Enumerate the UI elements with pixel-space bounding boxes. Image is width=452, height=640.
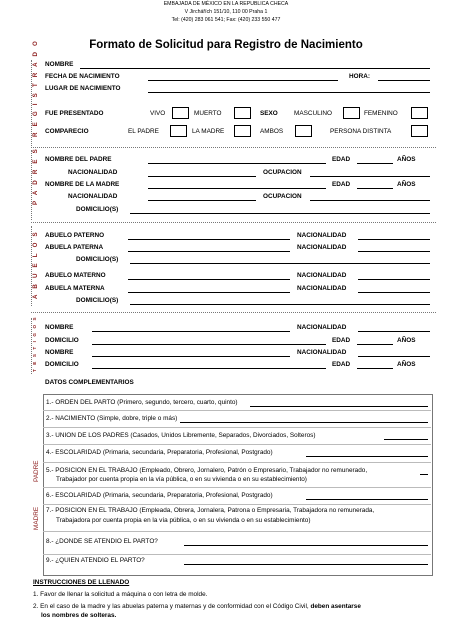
la-madre-label: LA MADRE bbox=[192, 128, 225, 135]
testigo2-nacionalidad-field[interactable] bbox=[358, 356, 430, 357]
domicilio-maternos-label: DOMICILIO(S) bbox=[76, 297, 119, 304]
q6-label: 6.- ESCOLARIDAD (Primaria, secundaria, Preparatoria, Profesional, Postgrado) bbox=[46, 492, 273, 499]
section-label-abuelos: A B U E L O S bbox=[32, 230, 39, 299]
q5-label-cont: Trabajador por cuenta propia en la vía pública, o en su vivienda o en su establecimiento) bbox=[56, 476, 307, 483]
el-padre-checkbox[interactable] bbox=[170, 125, 187, 137]
fue-presentado-label: FUE PRESENTADO bbox=[45, 110, 104, 117]
q1-label: 1.- ORDEN DEL PARTO (Primero, segundo, tercero, cuarto, quinto) bbox=[46, 399, 238, 406]
embassy-phone: Tel: (420) 283 061 541; Fax: (420) 233 550 477 bbox=[171, 17, 281, 23]
nacionalidad-padre-label: NACIONALIDAD bbox=[68, 169, 118, 176]
ambos-checkbox[interactable] bbox=[295, 125, 312, 137]
abuela-paterna-nacionalidad-field[interactable] bbox=[358, 251, 430, 252]
la-madre-checkbox[interactable] bbox=[234, 125, 251, 137]
nombre-label: NOMBRE bbox=[45, 61, 74, 68]
testigo2-edad-field[interactable] bbox=[357, 368, 393, 369]
section-divider bbox=[31, 318, 32, 374]
edad-madre-label: EDAD bbox=[332, 181, 351, 188]
section-label-padres: P A D R E S bbox=[32, 146, 39, 205]
abuela-paterna-nacionalidad-label: NACIONALIDAD bbox=[297, 244, 347, 251]
testigo2-nacionalidad-label: NACIONALIDAD bbox=[297, 349, 347, 356]
domicilio-paternos-field[interactable] bbox=[130, 263, 430, 264]
abuela-materna-field[interactable] bbox=[128, 292, 290, 293]
abuela-materna-label: ABUELA MATERNA bbox=[45, 285, 105, 292]
abuela-materna-nacionalidad-label: NACIONALIDAD bbox=[297, 285, 347, 292]
abuelo-paterno-label: ABUELO PATERNO bbox=[45, 232, 105, 239]
hora-label: HORA: bbox=[349, 73, 370, 80]
section-label-testigos: T E S T I G O S bbox=[32, 315, 37, 372]
testigo1-edad-field[interactable] bbox=[357, 344, 393, 345]
testigo2-anos-label: AÑOS bbox=[397, 361, 416, 368]
instruccion-2 bbox=[33, 603, 361, 610]
q1-field[interactable] bbox=[250, 406, 428, 407]
q8-field[interactable] bbox=[184, 545, 428, 546]
comparecio-label: COMPARECIO bbox=[45, 128, 89, 135]
abuelo-paterno-nacionalidad-field[interactable] bbox=[358, 239, 430, 240]
testigo1-anos-label: AÑOS bbox=[397, 337, 416, 344]
instrucciones-heading: INSTRUCCIONES DE LLENADO bbox=[33, 579, 130, 586]
nombre-padre-label: NOMBRE DEL PADRE bbox=[45, 156, 112, 163]
section-divider bbox=[31, 60, 32, 146]
table-row-divider bbox=[43, 554, 431, 555]
instruccion-1: 1. Favor de llenar la solicitud a máquina o con letra de molde. bbox=[33, 591, 208, 598]
edad-padre-label: EDAD bbox=[332, 156, 351, 163]
lugar-nacimiento-field[interactable] bbox=[148, 92, 430, 93]
q3-label: 3.- UNION DE LOS PADRES (Casados, Unidos Libremente, Separados, Divorciados, Solteros) bbox=[46, 432, 316, 439]
q9-label: 9.- ¿QUIEN ATENDIO EL PARTO? bbox=[46, 557, 145, 564]
nacionalidad-madre-field[interactable] bbox=[148, 200, 256, 201]
vivo-label: VIVO bbox=[150, 110, 166, 117]
domicilio-maternos-field[interactable] bbox=[130, 304, 430, 305]
edad-madre-field[interactable] bbox=[357, 188, 393, 189]
domicilio-padres-label: DOMICILIO(S) bbox=[76, 206, 119, 213]
persona-distinta-label: PERSONA DISTINTA bbox=[330, 128, 392, 135]
vivo-checkbox[interactable] bbox=[172, 107, 189, 119]
section-separator bbox=[31, 147, 436, 148]
nombre-madre-field[interactable] bbox=[148, 188, 326, 189]
q7-label: 7.- POSICION EN EL TRABAJO (Empleada, Obrera, Jornalera, Patrona o Empresaria, Trabajadora no remunerada, bbox=[46, 507, 375, 514]
domicilio-padres-field[interactable] bbox=[130, 213, 430, 214]
femenino-checkbox[interactable] bbox=[411, 107, 428, 119]
fecha-nacimiento-field[interactable] bbox=[148, 80, 338, 81]
section-divider bbox=[31, 150, 32, 220]
testigo2-nombre-field[interactable] bbox=[92, 356, 290, 357]
masculino-checkbox[interactable] bbox=[343, 107, 360, 119]
q2-field[interactable] bbox=[180, 422, 428, 423]
domicilio-paternos-label: DOMICILIO(S) bbox=[76, 256, 119, 263]
ambos-label: AMBOS bbox=[260, 128, 284, 135]
nombre-field[interactable] bbox=[80, 68, 430, 69]
abuelo-materno-label: ABUELO MATERNO bbox=[45, 272, 106, 279]
edad-padre-field[interactable] bbox=[357, 163, 393, 164]
section-divider bbox=[31, 226, 32, 306]
section-label-registrado: R E G I S T R A D O bbox=[32, 38, 39, 137]
section-label-madre: MADRE bbox=[33, 506, 40, 530]
q5-field[interactable] bbox=[420, 474, 428, 475]
anos-madre-label: AÑOS bbox=[397, 181, 416, 188]
masculino-label: MASCULINO bbox=[294, 110, 332, 117]
testigo2-domicilio-label: DOMICILIO bbox=[45, 361, 79, 368]
testigo1-nacionalidad-label: NACIONALIDAD bbox=[297, 324, 347, 331]
ocupacion-madre-label: OCUPACION bbox=[263, 193, 302, 200]
testigo1-nacionalidad-field[interactable] bbox=[358, 331, 430, 332]
ocupacion-padre-label: OCUPACION bbox=[263, 169, 302, 176]
hora-field[interactable] bbox=[378, 80, 430, 81]
table-row-divider bbox=[43, 487, 431, 488]
abuela-paterna-label: ABUELA PATERNA bbox=[45, 244, 104, 251]
abuela-paterna-field[interactable] bbox=[128, 251, 290, 252]
q6-field[interactable] bbox=[306, 499, 428, 500]
testigo1-nombre-field[interactable] bbox=[92, 331, 290, 332]
testigo2-nombre-label: NOMBRE bbox=[45, 349, 74, 356]
q2-label: 2.- NACIMIENTO (Simple, dobre, triple o más) bbox=[46, 415, 178, 422]
page-title: Formato de Solicitud para Registro de Nacimiento bbox=[89, 39, 363, 51]
nacionalidad-padre-field[interactable] bbox=[148, 176, 256, 177]
section-separator bbox=[31, 222, 436, 223]
q7-label-cont: Trabajadora por cuenta propia en la vía pública, o en su vivienda o en su establecimiento) bbox=[56, 517, 311, 524]
abuelo-materno-field[interactable] bbox=[128, 279, 290, 280]
embassy-name: EMBAJADA DE MÉXICO EN LA REPUBLICA CHECA bbox=[163, 1, 289, 7]
testigo1-domicilio-label: DOMICILIO bbox=[45, 337, 79, 344]
el-padre-label: EL PADRE bbox=[128, 128, 159, 135]
q4-field[interactable] bbox=[306, 456, 428, 457]
abuelo-paterno-nacionalidad-label: NACIONALIDAD bbox=[297, 232, 347, 239]
q3-field[interactable] bbox=[384, 439, 428, 440]
q4-label: 4.- ESCOLARIDAD (Primaria, secundaria, Preparatoria, Profesional, Postgrado) bbox=[46, 449, 273, 456]
embassy-address: V Jirchářích 151/10, 110 00 Praha 1 bbox=[184, 9, 268, 15]
section-separator bbox=[31, 312, 436, 313]
table-row-divider bbox=[43, 444, 431, 445]
lugar-nacimiento-label: LUGAR DE NACIMIENTO bbox=[45, 85, 121, 92]
testigo1-domicilio-field[interactable] bbox=[92, 344, 326, 345]
femenino-label: FEMENINO bbox=[364, 110, 398, 117]
testigo1-nombre-label: NOMBRE bbox=[45, 324, 74, 331]
nombre-padre-field[interactable] bbox=[148, 163, 326, 164]
abuela-materna-nacionalidad-field[interactable] bbox=[358, 292, 430, 293]
testigo2-edad-label: EDAD bbox=[332, 361, 351, 368]
instruccion-2-cont: los nombres de solteras. bbox=[41, 612, 117, 619]
table-row-divider bbox=[43, 410, 431, 411]
section-label-padre: PADRE bbox=[33, 460, 40, 482]
testigo1-edad-label: EDAD bbox=[332, 337, 351, 344]
instruccion-2-text: 2. En el caso de la madre y las abuelas paterna y maternas y de conformidad con el Código Civil, bbox=[33, 603, 309, 610]
ocupacion-madre-field[interactable] bbox=[310, 200, 430, 201]
table-row-divider bbox=[43, 427, 431, 428]
fecha-nacimiento-label: FECHA DE NACIMIENTO bbox=[45, 73, 120, 80]
nacionalidad-madre-label: NACIONALIDAD bbox=[68, 193, 118, 200]
abuelo-paterno-field[interactable] bbox=[128, 239, 290, 240]
ocupacion-padre-field[interactable] bbox=[310, 176, 430, 177]
abuelo-materno-nacionalidad-field[interactable] bbox=[358, 279, 430, 280]
muerto-checkbox[interactable] bbox=[234, 107, 251, 119]
table-row-divider bbox=[43, 531, 431, 532]
muerto-label: MUERTO bbox=[194, 110, 222, 117]
table-row-divider bbox=[43, 504, 431, 505]
abuelo-materno-nacionalidad-label: NACIONALIDAD bbox=[297, 272, 347, 279]
q8-label: 8.- ¿DONDE SE ATENDIO EL PARTO? bbox=[46, 538, 158, 545]
q5-label: 5.- POSICION EN EL TRABAJO (Empleado, Obrero, Jornalero, Patrón o Empresario, Trabajador no remunerado, bbox=[46, 467, 368, 474]
table-row-divider bbox=[43, 462, 431, 463]
nombre-madre-label: NOMBRE DE LA MADRE bbox=[45, 181, 120, 188]
q9-field[interactable] bbox=[184, 564, 428, 565]
testigo2-domicilio-field[interactable] bbox=[92, 368, 326, 369]
persona-distinta-checkbox[interactable] bbox=[411, 125, 428, 137]
anos-padre-label: AÑOS bbox=[397, 156, 416, 163]
sexo-label: SEXO bbox=[260, 110, 278, 117]
datos-complementarios-heading: DATOS COMPLEMENTARIOS bbox=[45, 379, 134, 386]
instruccion-2-emphasis: deben asentarse bbox=[310, 603, 361, 610]
